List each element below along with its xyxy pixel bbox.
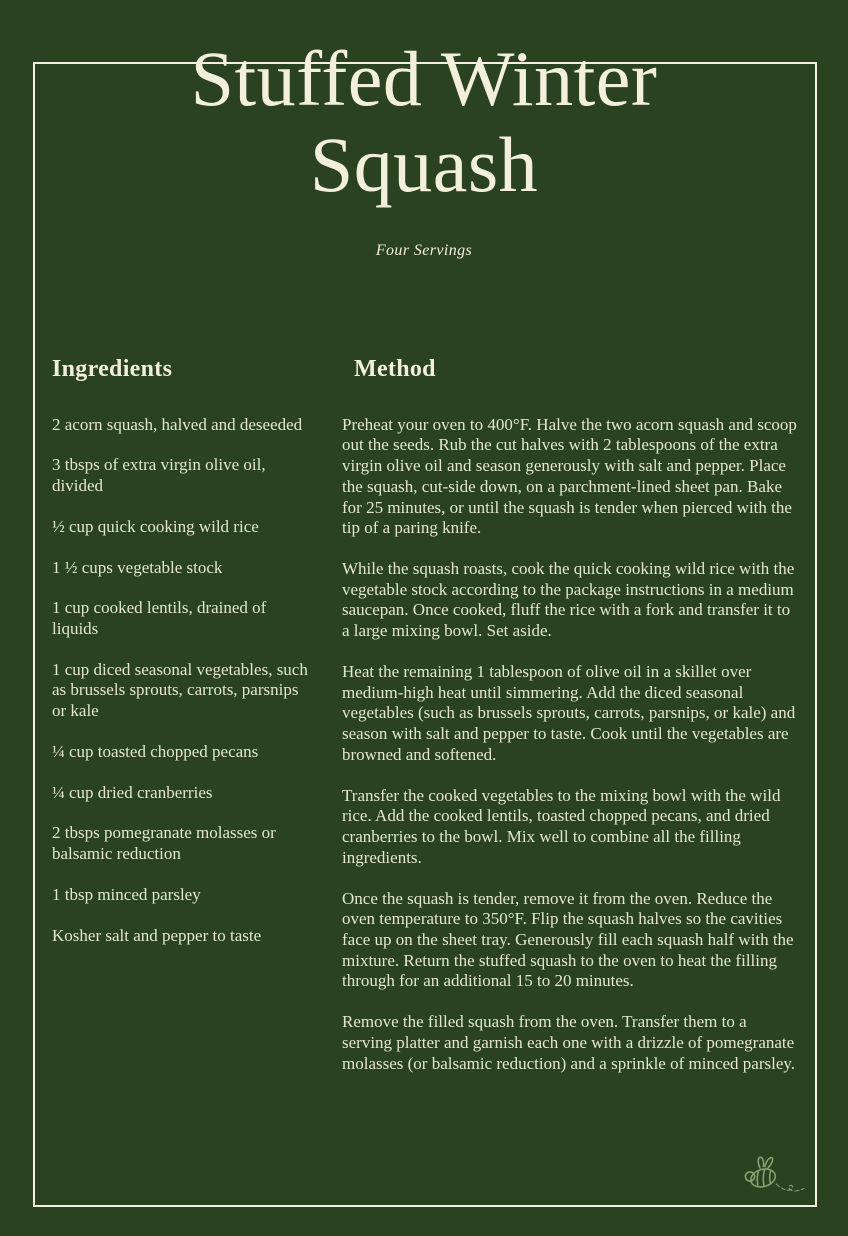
method-paragraph: Remove the filled squash from the oven. Transfer them to a serving platter and garnish each one with a drizzle of pomegranate molasses (or balsamic reduction) and a sprinkle of minced parsley. [342,1012,796,1073]
bee-doodle-icon [741,1148,807,1200]
ingredients-heading: Ingredients [52,355,173,382]
method-paragraph: Heat the remaining 1 tablespoon of olive oil in a skillet over medium-high heat until simmering. Add the diced seasonal vegetables (such as brussels sprouts, carrots, parsnips, or kale) and season with salt and pepper to taste. Cook until the vegetables are browned and softened. [342,661,796,764]
ingredient-item: 3 tbsps of extra virgin olive oil, divided [52,455,266,496]
recipe-page [0,36,848,1236]
ingredient-item: 1 cup diced seasonal vegetables, such as brussels sprouts, carrots, parsnips or kale [52,659,308,721]
ingredient-item: 2 tbsps pomegranate molasses or balsamic reduction [52,823,276,864]
ingredient-item: Kosher salt and pepper to taste [52,925,262,945]
servings-label: Four Servings [375,241,473,259]
recipe-title: Stuffed Winter Squash [190,35,658,208]
ingredient-item: ¼ cup dried cranberries [52,782,213,802]
ingredient-item: 1 cup cooked lentils, drained of liquids [52,598,267,638]
ingredient-item: 2 acorn squash, halved and deseeded [52,414,303,434]
method-paragraph: Once the squash is tender, remove it from the oven. Reduce the oven temperature to 350°F. Flip the squash halves so the cavities face up on the sheet tray. Generously fill each squash half with the mixture. Return the stuffed squash to the oven to heat the filling through for an additional 15 to 20 minutes. [342,888,794,991]
ingredients-section [52,356,314,1095]
method-paragraph: Preheat your oven to 400°F. Halve the two acorn squash and scoop out the seeds. Rub the cut halves with 2 tablespoons of the extra virgin olive oil and season generously with salt and pepper. Place the squash, cut-side down, on a parchment-lined sheet pan. Bake for 25 minutes, or until the squash is tender when pierced with the tip of a paring knife. [342,414,797,538]
ingredient-item: ¼ cup toasted chopped pecans [52,741,259,761]
recipe-columns [0,356,848,1095]
ingredient-item: ½ cup quick cooking wild rice [52,516,259,536]
method-paragraph: Transfer the cooked vegetables to the mixing bowl with the wild rice. Add the cooked lentils, toasted chopped pecans, and dried cranberries to the bowl. Mix well to combine all the filling ingredients. [342,785,781,867]
method-section [342,356,800,1095]
method-heading: Method [354,355,436,382]
ingredient-item: 1 ½ cups vegetable stock [52,557,223,577]
method-paragraph: While the squash roasts, cook the quick cooking wild rice with the vegetable stock according to the package instructions in a medium saucepan. Once cooked, fluff the rice with a fork and transfer it to a large mixing bowl. Set aside. [342,559,795,641]
ingredient-item: 1 tbsp minced parsley [52,884,201,904]
